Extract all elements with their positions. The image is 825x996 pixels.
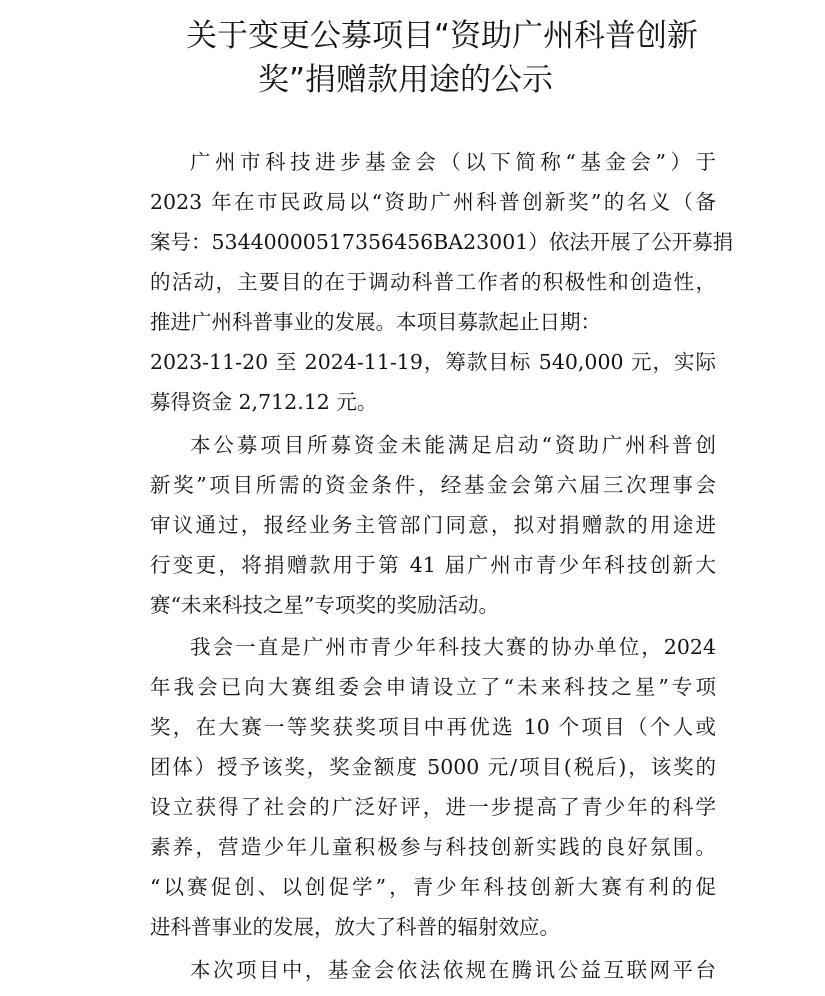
paragraph-3-line-1: 我会一直是广州市青少年科技大赛的协办单位，2024 xyxy=(190,635,716,659)
paragraph-3-line-2: 年我会已向大赛组委会申请设立了“未来科技之星”专项 xyxy=(150,675,716,699)
paragraph-1-line-4: 的活动，主要目的在于调动科普工作者的积极性和创造性， xyxy=(150,270,716,294)
paragraph-1-line-7: 募得资金 2,712.12 元。 xyxy=(150,390,378,414)
paragraph-3-line-7: “以赛促创、以创促学”，青少年科技创新大赛有利的促 xyxy=(150,875,716,899)
paragraph-2-line-2: 新奖”项目所需的资金条件，经基金会第六届三次理事会 xyxy=(150,473,716,497)
paragraph-3-line-3: 奖，在大赛一等奖获奖项目中再优选 10 个项目（个人或 xyxy=(150,715,716,739)
paragraph-1-line-3: 案号：53440000517356456BA23001）依法开展了公开募捐 xyxy=(150,230,734,254)
paragraph-1-line-6: 2023-11-20 至 2024-11-19，筹款目标 540,000 元，实际 xyxy=(150,350,716,374)
paragraph-2-line-1: 本公募项目所募资金未能满足启动“资助广州科普创 xyxy=(190,433,716,457)
paragraph-3-line-5: 设立获得了社会的广泛好评，进一步提高了青少年的科学 xyxy=(150,795,716,819)
paragraph-2-line-4: 行变更，将捐赠款用于第 41 届广州市青少年科技创新大 xyxy=(150,553,716,577)
paragraph-1-line-2: 2023 年在市民政局以“资助广州科普创新奖”的名义（备 xyxy=(150,190,716,214)
document-title-line-1: 关于变更公募项目“资助广州科普创新 xyxy=(186,18,699,54)
paragraph-1-line-1: 广州市科技进步基金会（以下简称“基金会”）于 xyxy=(190,150,716,174)
paragraph-2-line-5: 赛“未来科技之星”专项奖的奖励活动。 xyxy=(150,593,499,617)
paragraph-2-line-3: 审议通过，报经业务主管部门同意，拟对捐赠款的用途进 xyxy=(150,513,716,537)
paragraph-4-line-1: 本次项目中，基金会依法依规在腾讯公益互联网平台 xyxy=(190,958,716,982)
paragraph-3-line-8: 进科普事业的发展，放大了科普的辐射效应。 xyxy=(150,915,560,939)
paragraph-1-line-5: 推进广州科普事业的发展。本项目募款起止日期： xyxy=(150,310,601,334)
paragraph-3-line-4: 团体）授予该奖，奖金额度 5000 元/项目(税后)，该奖的 xyxy=(150,755,716,779)
paragraph-3-line-6: 素养，营造少年儿童积极参与科技创新实践的良好氛围。 xyxy=(150,835,716,859)
document-title-line-2: 奖”捐赠款用途的公示 xyxy=(258,62,554,98)
